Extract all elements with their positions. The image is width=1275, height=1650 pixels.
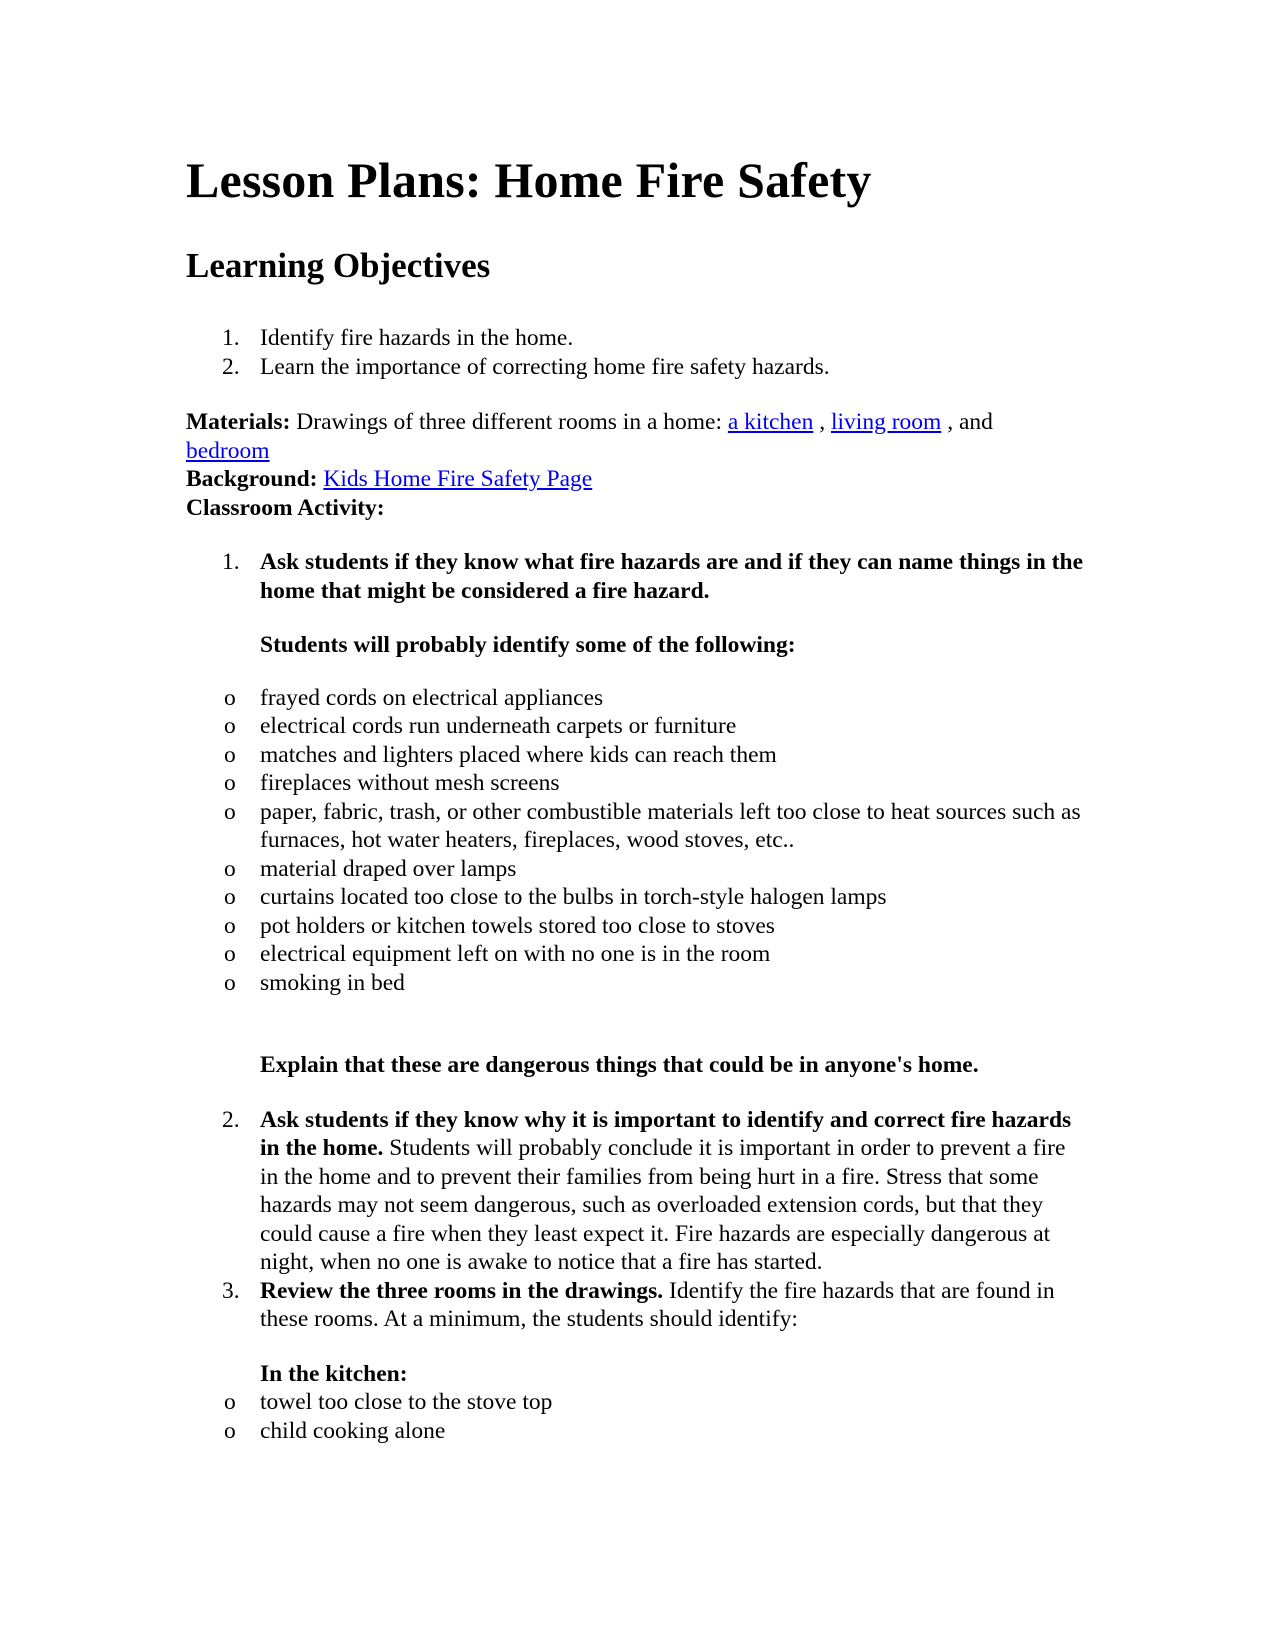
bullet: o [224, 855, 236, 882]
hazard-item: pot holders or kitchen towels stored too close to stoves [260, 912, 775, 939]
bullet: o [224, 884, 236, 910]
list-item [186, 353, 1086, 382]
hazard-item: smoking in bed [260, 969, 405, 996]
materials-label: Materials: [186, 409, 291, 435]
list-item [186, 712, 1086, 741]
list-item [186, 1417, 1086, 1446]
kitchen-heading-wrap [260, 1360, 1086, 1389]
step-text: Students will probably conclude it is important in order to prevent a fire in the home and to prevent their families from being hurt in a fire. Stress that some hazards may not seem dangerous, such as overloaded extension cords, but that they could cause a fire when they least expect it. Fire hazards are especially dangerous at night, when no one is awake to notice that a fire has started. [260, 1135, 1066, 1275]
activity-list [186, 548, 1086, 1445]
objectives-list [186, 324, 1086, 381]
hazard-item: electrical cords run underneath carpets or furniture [260, 713, 737, 739]
bullet: o [224, 969, 236, 996]
bullet: o [224, 1389, 236, 1415]
bullet: o [224, 912, 236, 939]
background-paragraph [186, 465, 1086, 494]
step-subheading: Students will probably identify some of the following: [260, 632, 796, 658]
hazard-item: material draped over lamps [260, 855, 517, 882]
activity-label: Classroom Activity: [186, 494, 385, 521]
hazard-item: frayed cords on electrical appliances [260, 684, 604, 711]
bullet: o [224, 684, 236, 711]
list-item [186, 912, 1086, 941]
list-item [186, 969, 1086, 998]
list-item [186, 883, 1086, 912]
separator: , and [941, 409, 993, 435]
list-number: 2. [222, 1106, 240, 1133]
materials-text: Drawings of three different rooms in a home: [290, 409, 728, 435]
list-number: 1. [222, 549, 240, 575]
list-number: 3. [222, 1277, 240, 1304]
hazard-item: electrical equipment left on with no one is in the room [260, 941, 771, 967]
list-item [186, 1388, 1086, 1417]
hazard-list [186, 684, 1086, 998]
background-link[interactable]: Kids Home Fire Safety Page [323, 466, 593, 492]
list-item [186, 798, 1086, 855]
hazard-item: towel too close to the stove top [260, 1389, 553, 1415]
bullet: o [224, 941, 236, 967]
hazard-item: curtains located too close to the bulbs in torch-style halogen lamps [260, 884, 887, 910]
bullet: o [224, 741, 236, 768]
list-item [186, 1106, 1086, 1277]
document-page [186, 140, 1086, 1445]
page-title: Lesson Plans: Home Fire Safety [186, 152, 872, 208]
kitchen-hazard-list [186, 1388, 1086, 1445]
list-number: 2. [222, 353, 240, 380]
materials-paragraph [186, 408, 1086, 465]
objectives-heading: Learning Objectives [186, 246, 491, 285]
list-item [186, 1277, 1086, 1446]
bedroom-link[interactable]: bedroom [186, 437, 270, 464]
bullet: o [224, 1417, 236, 1444]
kitchen-link[interactable]: a kitchen [727, 409, 814, 435]
objective-text: Learn the importance of correcting home fire safety hazards. [260, 353, 830, 380]
list-item [186, 940, 1086, 969]
step-conclusion-wrap [260, 1051, 1086, 1080]
living-room-link[interactable]: living room [830, 409, 942, 435]
list-number: 1. [222, 325, 240, 351]
step-text: Identify the fire hazards that are found in these rooms. At a minimum, the students should identify: [260, 1277, 1055, 1332]
step-conclusion: Explain that these are dangerous things that could be in anyone's home. [260, 1052, 979, 1078]
separator: , [813, 409, 831, 435]
list-item [186, 684, 1086, 713]
background-label: Background: [186, 466, 318, 492]
hazard-item: child cooking alone [260, 1417, 446, 1444]
bullet: o [224, 770, 236, 796]
hazard-item: paper, fabric, trash, or other combustible materials left too close to heat sources such as furnaces, hot water heaters, fireplaces, wood stoves, etc.. [260, 798, 1081, 853]
list-item [186, 855, 1086, 884]
kitchen-heading: In the kitchen: [260, 1360, 408, 1387]
hazard-item: matches and lighters placed where kids can reach them [260, 741, 777, 768]
activity-heading [186, 494, 1086, 523]
step-question: Ask students if they know why it is important to identify and correct fire hazards in the home. [260, 1106, 1072, 1161]
list-item [186, 741, 1086, 770]
hazard-item: fireplaces without mesh screens [260, 770, 560, 796]
step-question: Review the three rooms in the drawings. [260, 1277, 664, 1304]
list-item [186, 548, 1086, 1080]
list-item [186, 324, 1086, 353]
step-subheading-wrap [260, 631, 1086, 660]
objective-text: Identify fire hazards in the home. [260, 325, 574, 351]
list-item [186, 769, 1086, 798]
step-question: Ask students if they know what fire hazards are and if they can name things in the home that might be considered a fire hazard. [260, 549, 1084, 604]
bullet: o [224, 713, 236, 739]
bullet: o [224, 798, 236, 825]
